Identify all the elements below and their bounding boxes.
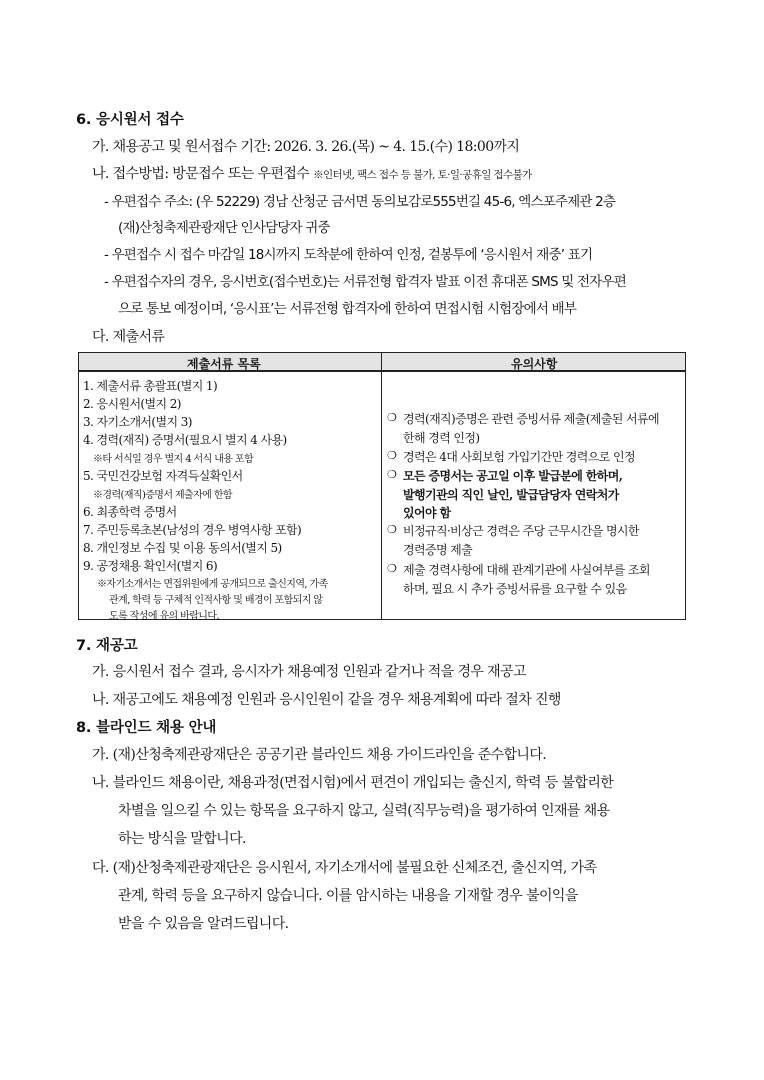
bullet-icon: ❍ xyxy=(387,562,397,575)
postal-address-line-1: - 우편접수 주소: (우 52229) 경남 산청군 금서면 동의보감로555번길 45-6, 엑스포주제관 2층 xyxy=(104,194,616,210)
section-8-item-da-line-1: 다. (재)산청축제관광재단은 응시원서, 자기소개서에 불필요한 신체조건, 출신지역, 가족 xyxy=(92,860,597,876)
note-3-line-1: 모든 증명서는 공고일 이후 발급분에 한하며, xyxy=(403,469,623,483)
doc-item-5: 5. 국민건강보험 자격득실확인서 xyxy=(83,469,243,483)
section-8-item-da-line-2: 관계, 학력 등을 요구하지 않습니다. 이를 암시하는 내용을 기재할 경우 불이익을 xyxy=(118,888,578,904)
doc-item-4-note: ※타 서식일 경우 별지 4 서식 내용 포함 xyxy=(93,454,254,465)
section-6-item-na-text: 나. 접수방법: 방문접수 또는 우편접수 xyxy=(92,166,310,182)
section-6-title: 6. 응시원서 접수 xyxy=(76,112,184,128)
note-4-line-1: 비정규직·비상근 경력은 주당 근무시간을 명시한 xyxy=(403,524,639,538)
section-7-item-ga: 가. 응시원서 접수 결과, 응시자가 채용예정 인원과 같거나 적을 경우 재공고 xyxy=(92,664,526,680)
note-5-line-1: 제출 경력사항에 대해 관계기관에 사실여부를 조회 xyxy=(403,563,650,577)
postal-deadline-note: - 우편접수 시 접수 마감일 18시까지 도착분에 한하여 인정, 겉봉투에 ‘응시원서 재중’ 표기 xyxy=(104,247,593,263)
note-1-line-2: 한해 경력 인정) xyxy=(403,431,480,445)
table-header-row xyxy=(79,353,685,372)
section-6-item-ga: 가. 채용공고 및 원서접수 기간: 2026. 3. 26.(목) ~ 4. 15.(수) 18:00까지 xyxy=(92,139,520,155)
section-8-title: 8. 블라인드 채용 안내 xyxy=(76,720,217,736)
section-8-item-na-line-1: 나. 블라인드 채용이란, 채용과정(면접시험)에서 편견이 개입되는 출신지, 학력 등 불합리한 xyxy=(92,775,614,791)
bullet-icon: ❍ xyxy=(387,411,397,424)
bullet-icon: ❍ xyxy=(387,449,397,462)
postal-applicant-note-line-2: 으로 통보 예정이며, ‘응시표’는 서류전형 합격자에 한하여 면접시험 시험장에서 배부 xyxy=(118,301,577,317)
section-7-title: 7. 재공고 xyxy=(76,638,138,654)
section-7-item-na: 나. 재공고에도 채용예정 인원과 응시인원이 같을 경우 채용계획에 따라 절차 진행 xyxy=(92,692,561,708)
documents-table xyxy=(78,352,686,620)
doc-item-9-note-line-3: 도록 작성에 유의 바랍니다. xyxy=(109,611,219,622)
table-header-documents: 제출서류 목록 xyxy=(187,357,261,371)
doc-item-9-note-line-2: 관계, 학력 등 구체적 인적사항 및 배경이 포함되지 않 xyxy=(109,595,323,606)
section-8-item-na-line-3: 하는 방식을 말합니다. xyxy=(118,831,246,847)
note-3-line-2: 발행기관의 직인 날인, 발급담당자 연락처가 xyxy=(403,488,619,502)
doc-item-9: 9. 공정채용 확인서(별지 6) xyxy=(83,559,218,573)
section-8-item-da-line-3: 받을 수 있음을 알려드립니다. xyxy=(118,916,289,932)
section-6-item-na-note: ※인터넷, 팩스 접수 등 불가, 토·일·공휴일 접수불가 xyxy=(313,169,532,181)
note-4-line-2: 경력증명 제출 xyxy=(403,543,473,557)
postal-applicant-note-line-1: - 우편접수자의 경우, 응시번호(접수번호)는 서류전형 합격자 발표 이전 휴대폰 SMS 및 전자우편 xyxy=(104,274,626,290)
table-header-notes: 유의사항 xyxy=(511,357,558,371)
doc-item-3: 3. 자기소개서(별지 3) xyxy=(83,415,192,429)
bullet-icon: ❍ xyxy=(387,468,397,481)
table-column-divider xyxy=(381,353,382,619)
doc-item-5-note: ※경력(재직)증명서 제출자에 한함 xyxy=(93,490,232,501)
postal-address-line-2: (재)산청축제관광재단 인사담당자 귀중 xyxy=(118,220,330,236)
section-8-item-ga: 가. (재)산청축제관광재단은 공공기관 블라인드 채용 가이드라인을 준수합니다. xyxy=(92,747,547,763)
note-5-line-2: 하며, 필요 시 추가 증빙서류를 요구할 수 있음 xyxy=(403,582,627,596)
doc-item-8: 8. 개인정보 수집 및 이용 동의서(별지 5) xyxy=(83,541,282,555)
note-1-line-1: 경력(재직)증명은 관련 증빙서류 제출(제출된 서류에 xyxy=(403,412,659,426)
doc-item-4: 4. 경력(재직) 증명서(필요시 별지 4 사용) xyxy=(83,433,287,447)
doc-item-2: 2. 응시원서(별지 2) xyxy=(83,397,181,411)
doc-item-6: 6. 최종학력 증명서 xyxy=(83,505,177,519)
note-2: 경력은 4대 사회보험 가입기간만 경력으로 인정 xyxy=(403,450,635,464)
note-3-line-3: 있어야 함 xyxy=(403,506,451,520)
section-6-item-na xyxy=(92,163,532,183)
doc-item-9-note-line-1: ※자기소개서는 면접위원에게 공개되므로 출신지역, 가족 xyxy=(97,579,328,590)
section-6-item-da: 다. 제출서류 xyxy=(92,329,165,345)
doc-item-7: 7. 주민등록초본(남성의 경우 병역사항 포함) xyxy=(83,523,302,537)
bullet-icon: ❍ xyxy=(387,523,397,536)
doc-item-1: 1. 제출서류 총괄표(별지 1) xyxy=(83,379,218,393)
section-8-item-na-line-2: 차별을 일으킬 수 있는 항목을 요구하지 않고, 실력(직무능력)을 평가하여 인재를 채용 xyxy=(118,803,610,819)
